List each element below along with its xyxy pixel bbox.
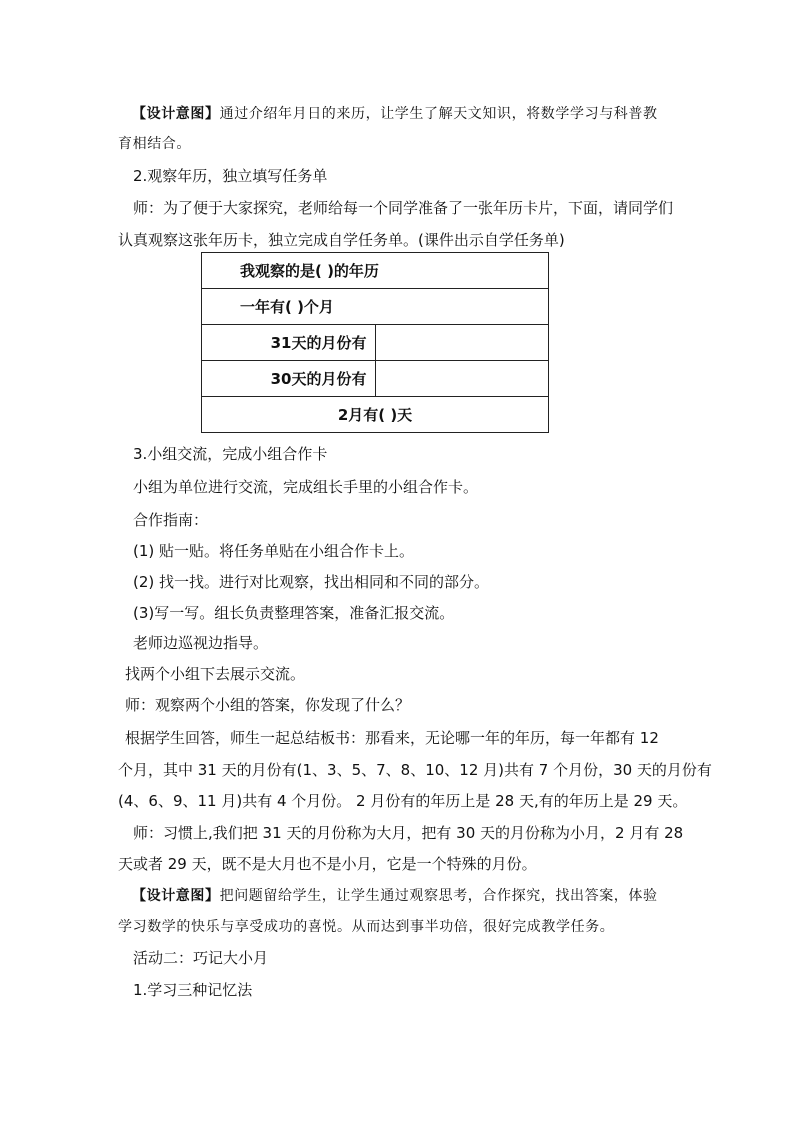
teacher-speech: 师：观察两个小组的答案，你发现了什么？ bbox=[125, 696, 411, 714]
design-intent-paragraph-1 bbox=[132, 104, 658, 124]
table-cell-february-days: 2月有( )天 bbox=[202, 397, 549, 433]
summary-text: 根据学生回答，师生一起总结板书：那看来，无论哪一年的年历，每一年都有 12 bbox=[125, 729, 659, 747]
teacher-speech: 师：习惯上,我们把 31 天的月份称为大月，把有 30 天的月份称为小月，2 月有 28 bbox=[133, 824, 684, 842]
teacher-speech-line: 天或者 29 天，既不是大月也不是小月，它是一个特殊的月份。 bbox=[118, 855, 537, 873]
design-intent-text: 把问题留给学生，让学生通过观察思考，合作探究，找出答案，体验 bbox=[219, 888, 658, 904]
section-heading: 2.观察年历，独立填写任务单 bbox=[133, 167, 328, 185]
table-cell-observed-year: 我观察的是( )的年历 bbox=[202, 253, 549, 289]
design-intent-tag: 【设计意图】 bbox=[132, 106, 220, 122]
teacher-speech-line: 认真观察这张年历卡，独立完成自学任务单。(课件出示自学任务单) bbox=[118, 231, 565, 249]
table-cell-months-count: 一年有( )个月 bbox=[202, 289, 549, 325]
body-text: 小组为单位进行交流，完成组长手里的小组合作卡。 bbox=[133, 478, 479, 496]
table-row bbox=[202, 325, 549, 361]
design-intent-paragraph-2 bbox=[132, 886, 658, 906]
guide-item: (3)写一写。组长负责整理答案，准备汇报交流。 bbox=[133, 604, 455, 622]
activity-heading: 活动二：巧记大小月 bbox=[133, 949, 269, 967]
design-intent-text: 通过介绍年月日的来历，让学生了解天文知识，将数学学习与科普教 bbox=[219, 106, 658, 122]
table-row bbox=[202, 253, 549, 289]
design-intent-tag: 【设计意图】 bbox=[132, 888, 220, 904]
table-cell-30-days-value bbox=[375, 361, 549, 397]
section-heading: 1.学习三种记忆法 bbox=[133, 981, 253, 999]
guide-item: (1) 贴一贴。将任务单贴在小组合作卡上。 bbox=[133, 542, 415, 560]
summary-text-line: 个月，其中 31 天的月份有(1、3、5、7、8、10、12 月)共有 7 个月份，30 天的月份有 bbox=[118, 761, 712, 779]
body-text: 老师边巡视边指导。 bbox=[133, 634, 269, 652]
table-cell-30-days-label: 30天的月份有 bbox=[202, 361, 376, 397]
table-row bbox=[202, 397, 549, 433]
task-sheet-table bbox=[201, 252, 549, 433]
guide-title: 合作指南： bbox=[133, 511, 209, 529]
design-intent-line: 学习数学的快乐与享受成功的喜悦。从而达到事半功倍，很好完成教学任务。 bbox=[118, 919, 615, 935]
guide-item: (2) 找一找。进行对比观察，找出相同和不同的部分。 bbox=[133, 573, 490, 591]
body-text: 找两个小组下去展示交流。 bbox=[125, 665, 306, 683]
summary-text-line: (4、6、9、11 月)共有 4 个月份。 2 月份有的年历上是 28 天,有的年历上是 29 天。 bbox=[118, 792, 688, 810]
table-cell-31-days-label: 31天的月份有 bbox=[202, 325, 376, 361]
teacher-speech: 师：为了便于大家探究，老师给每一个同学准备了一张年历卡片，下面，请同学们 bbox=[133, 199, 674, 217]
design-intent-line: 育相结合。 bbox=[118, 136, 191, 152]
table-row bbox=[202, 361, 549, 397]
table-row bbox=[202, 289, 549, 325]
table-cell-31-days-value bbox=[375, 325, 549, 361]
section-heading: 3.小组交流，完成小组合作卡 bbox=[133, 445, 328, 463]
